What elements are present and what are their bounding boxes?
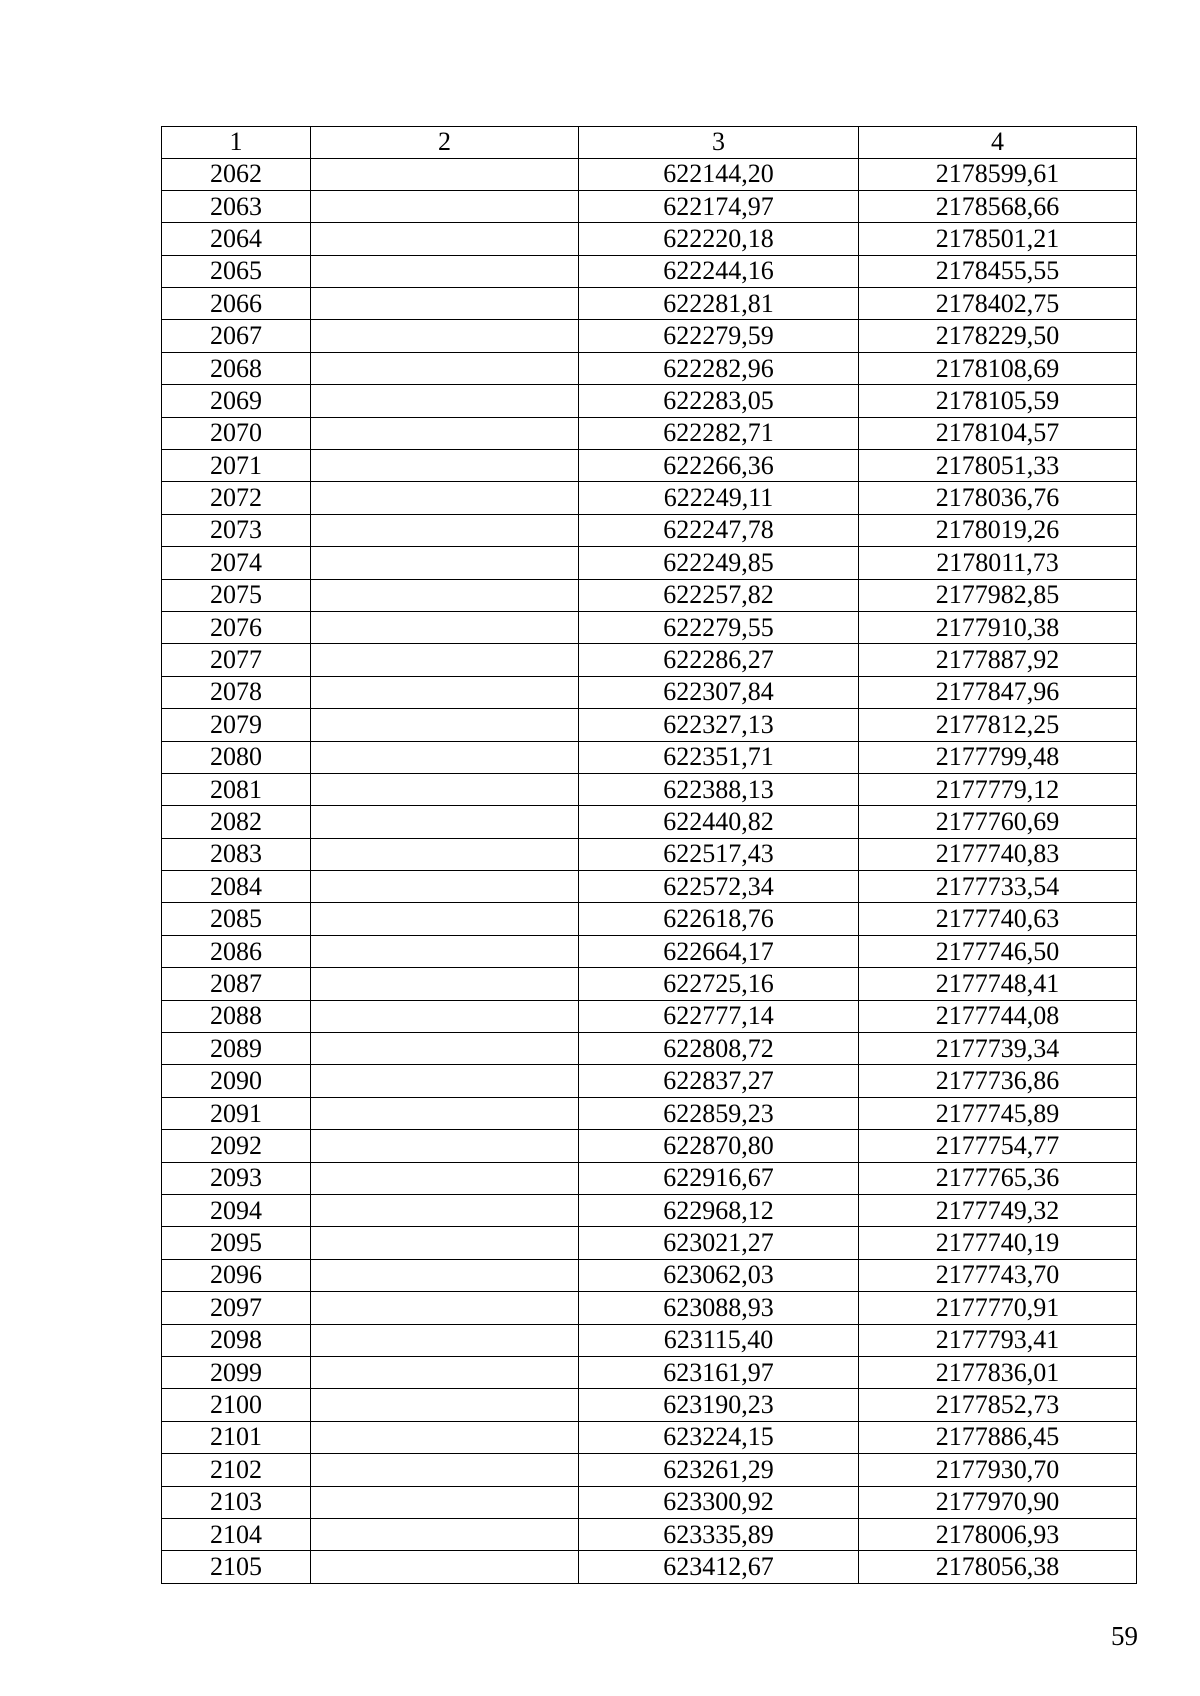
- table-row: [162, 190, 1137, 222]
- x-coordinate-cell: 622837,27: [579, 1065, 859, 1097]
- table-row: [162, 1195, 1137, 1227]
- y-coordinate-cell: 2177910,38: [859, 611, 1137, 643]
- point-number-cell: 2096: [162, 1259, 311, 1291]
- x-coordinate-cell: 622257,82: [579, 579, 859, 611]
- table-header-row: [162, 127, 1137, 159]
- table-row: [162, 644, 1137, 676]
- table-row: [162, 871, 1137, 903]
- table-row: [162, 903, 1137, 935]
- description-cell: [311, 514, 579, 546]
- y-coordinate-cell: 2177982,85: [859, 579, 1137, 611]
- x-coordinate-cell: 623300,92: [579, 1486, 859, 1518]
- point-number-cell: 2102: [162, 1454, 311, 1486]
- x-coordinate-cell: 622916,67: [579, 1162, 859, 1194]
- y-coordinate-cell: 2178036,76: [859, 482, 1137, 514]
- x-coordinate-cell: 623161,97: [579, 1356, 859, 1388]
- y-coordinate-cell: 2177740,83: [859, 838, 1137, 870]
- description-cell: [311, 773, 579, 805]
- x-coordinate-cell: 623062,03: [579, 1259, 859, 1291]
- description-cell: [311, 352, 579, 384]
- point-number-cell: 2064: [162, 223, 311, 255]
- table-row: [162, 1000, 1137, 1032]
- y-coordinate-cell: 2177749,32: [859, 1195, 1137, 1227]
- table-row: [162, 223, 1137, 255]
- point-number-cell: 2082: [162, 806, 311, 838]
- table-row: [162, 806, 1137, 838]
- column-header-1: 1: [162, 127, 311, 159]
- x-coordinate-cell: 623190,23: [579, 1389, 859, 1421]
- table-row: [162, 255, 1137, 287]
- y-coordinate-cell: 2177739,34: [859, 1033, 1137, 1065]
- table-row: [162, 968, 1137, 1000]
- description-cell: [311, 709, 579, 741]
- description-cell: [311, 838, 579, 870]
- description-cell: [311, 1421, 579, 1453]
- description-cell: [311, 1227, 579, 1259]
- description-cell: [311, 450, 579, 482]
- description-cell: [311, 547, 579, 579]
- y-coordinate-cell: 2177812,25: [859, 709, 1137, 741]
- point-number-cell: 2105: [162, 1551, 311, 1583]
- description-cell: [311, 1000, 579, 1032]
- y-coordinate-cell: 2177760,69: [859, 806, 1137, 838]
- y-coordinate-cell: 2177770,91: [859, 1292, 1137, 1324]
- x-coordinate-cell: 622283,05: [579, 385, 859, 417]
- point-number-cell: 2095: [162, 1227, 311, 1259]
- y-coordinate-cell: 2177746,50: [859, 935, 1137, 967]
- y-coordinate-cell: 2177743,70: [859, 1259, 1137, 1291]
- x-coordinate-cell: 622572,34: [579, 871, 859, 903]
- table-row: [162, 1356, 1137, 1388]
- column-header-3: 3: [579, 127, 859, 159]
- table-row: [162, 1486, 1137, 1518]
- y-coordinate-cell: 2177779,12: [859, 773, 1137, 805]
- x-coordinate-cell: 622247,78: [579, 514, 859, 546]
- y-coordinate-cell: 2177930,70: [859, 1454, 1137, 1486]
- description-cell: [311, 1389, 579, 1421]
- point-number-cell: 2075: [162, 579, 311, 611]
- table-row: [162, 1292, 1137, 1324]
- description-cell: [311, 579, 579, 611]
- description-cell: [311, 1259, 579, 1291]
- y-coordinate-cell: 2178599,61: [859, 158, 1137, 190]
- table-row: [162, 1227, 1137, 1259]
- y-coordinate-cell: 2178568,66: [859, 190, 1137, 222]
- y-coordinate-cell: 2177852,73: [859, 1389, 1137, 1421]
- y-coordinate-cell: 2177836,01: [859, 1356, 1137, 1388]
- y-coordinate-cell: 2178501,21: [859, 223, 1137, 255]
- table-row: [162, 352, 1137, 384]
- description-cell: [311, 1130, 579, 1162]
- x-coordinate-cell: 622351,71: [579, 741, 859, 773]
- x-coordinate-cell: 623335,89: [579, 1518, 859, 1550]
- x-coordinate-cell: 622286,27: [579, 644, 859, 676]
- x-coordinate-cell: 622220,18: [579, 223, 859, 255]
- x-coordinate-cell: 622279,59: [579, 320, 859, 352]
- y-coordinate-cell: 2178019,26: [859, 514, 1137, 546]
- x-coordinate-cell: 622144,20: [579, 158, 859, 190]
- table-row: [162, 320, 1137, 352]
- table-row: [162, 1454, 1137, 1486]
- page-number: 59: [1111, 1621, 1138, 1651]
- x-coordinate-cell: 622517,43: [579, 838, 859, 870]
- description-cell: [311, 1551, 579, 1583]
- description-cell: [311, 1065, 579, 1097]
- table-row: [162, 1389, 1137, 1421]
- description-cell: [311, 935, 579, 967]
- point-number-cell: 2094: [162, 1195, 311, 1227]
- point-number-cell: 2077: [162, 644, 311, 676]
- point-number-cell: 2089: [162, 1033, 311, 1065]
- table-row: [162, 450, 1137, 482]
- description-cell: [311, 1033, 579, 1065]
- table-row: [162, 158, 1137, 190]
- description-cell: [311, 1195, 579, 1227]
- table-row: [162, 1033, 1137, 1065]
- point-number-cell: 2079: [162, 709, 311, 741]
- table-row: [162, 676, 1137, 708]
- point-number-cell: 2093: [162, 1162, 311, 1194]
- point-number-cell: 2085: [162, 903, 311, 935]
- table-row: [162, 385, 1137, 417]
- y-coordinate-cell: 2178229,50: [859, 320, 1137, 352]
- y-coordinate-cell: 2177799,48: [859, 741, 1137, 773]
- y-coordinate-cell: 2177740,63: [859, 903, 1137, 935]
- x-coordinate-cell: 622968,12: [579, 1195, 859, 1227]
- point-number-cell: 2076: [162, 611, 311, 643]
- point-number-cell: 2063: [162, 190, 311, 222]
- table-row: [162, 741, 1137, 773]
- y-coordinate-cell: 2178056,38: [859, 1551, 1137, 1583]
- y-coordinate-cell: 2177765,36: [859, 1162, 1137, 1194]
- x-coordinate-cell: 622618,76: [579, 903, 859, 935]
- y-coordinate-cell: 2177970,90: [859, 1486, 1137, 1518]
- x-coordinate-cell: 622664,17: [579, 935, 859, 967]
- point-number-cell: 2069: [162, 385, 311, 417]
- point-number-cell: 2087: [162, 968, 311, 1000]
- table-row: [162, 288, 1137, 320]
- table-row: [162, 709, 1137, 741]
- y-coordinate-cell: 2177847,96: [859, 676, 1137, 708]
- x-coordinate-cell: 622327,13: [579, 709, 859, 741]
- description-cell: [311, 741, 579, 773]
- description-cell: [311, 288, 579, 320]
- point-number-cell: 2068: [162, 352, 311, 384]
- description-cell: [311, 903, 579, 935]
- description-cell: [311, 158, 579, 190]
- point-number-cell: 2099: [162, 1356, 311, 1388]
- description-cell: [311, 806, 579, 838]
- description-cell: [311, 1324, 579, 1356]
- table-row: [162, 1324, 1137, 1356]
- x-coordinate-cell: 623224,15: [579, 1421, 859, 1453]
- description-cell: [311, 320, 579, 352]
- point-number-cell: 2074: [162, 547, 311, 579]
- description-cell: [311, 1097, 579, 1129]
- table-row: [162, 773, 1137, 805]
- y-coordinate-cell: 2178011,73: [859, 547, 1137, 579]
- x-coordinate-cell: 622725,16: [579, 968, 859, 1000]
- point-number-cell: 2101: [162, 1421, 311, 1453]
- description-cell: [311, 385, 579, 417]
- y-coordinate-cell: 2177736,86: [859, 1065, 1137, 1097]
- description-cell: [311, 1454, 579, 1486]
- point-number-cell: 2062: [162, 158, 311, 190]
- y-coordinate-cell: 2178402,75: [859, 288, 1137, 320]
- table-row: [162, 417, 1137, 449]
- x-coordinate-cell: 623412,67: [579, 1551, 859, 1583]
- point-number-cell: 2098: [162, 1324, 311, 1356]
- x-coordinate-cell: 623021,27: [579, 1227, 859, 1259]
- point-number-cell: 2078: [162, 676, 311, 708]
- table-row: [162, 1421, 1137, 1453]
- point-number-cell: 2070: [162, 417, 311, 449]
- y-coordinate-cell: 2178108,69: [859, 352, 1137, 384]
- point-number-cell: 2088: [162, 1000, 311, 1032]
- table-row: [162, 514, 1137, 546]
- table-row: [162, 579, 1137, 611]
- table-row: [162, 838, 1137, 870]
- table-row: [162, 1065, 1137, 1097]
- description-cell: [311, 1518, 579, 1550]
- y-coordinate-cell: 2177740,19: [859, 1227, 1137, 1259]
- description-cell: [311, 968, 579, 1000]
- y-coordinate-cell: 2177748,41: [859, 968, 1137, 1000]
- point-number-cell: 2071: [162, 450, 311, 482]
- description-cell: [311, 644, 579, 676]
- x-coordinate-cell: 622282,71: [579, 417, 859, 449]
- description-cell: [311, 190, 579, 222]
- x-coordinate-cell: 622266,36: [579, 450, 859, 482]
- point-number-cell: 2084: [162, 871, 311, 903]
- description-cell: [311, 417, 579, 449]
- x-coordinate-cell: 622279,55: [579, 611, 859, 643]
- y-coordinate-cell: 2178105,59: [859, 385, 1137, 417]
- point-number-cell: 2083: [162, 838, 311, 870]
- point-number-cell: 2103: [162, 1486, 311, 1518]
- point-number-cell: 2067: [162, 320, 311, 352]
- description-cell: [311, 223, 579, 255]
- x-coordinate-cell: 622244,16: [579, 255, 859, 287]
- y-coordinate-cell: 2177793,41: [859, 1324, 1137, 1356]
- description-cell: [311, 1486, 579, 1518]
- point-number-cell: 2091: [162, 1097, 311, 1129]
- x-coordinate-cell: 622870,80: [579, 1130, 859, 1162]
- point-number-cell: 2097: [162, 1292, 311, 1324]
- x-coordinate-cell: 623261,29: [579, 1454, 859, 1486]
- x-coordinate-cell: 623115,40: [579, 1324, 859, 1356]
- description-cell: [311, 676, 579, 708]
- table-row: [162, 1162, 1137, 1194]
- point-number-cell: 2065: [162, 255, 311, 287]
- point-number-cell: 2081: [162, 773, 311, 805]
- point-number-cell: 2066: [162, 288, 311, 320]
- point-number-cell: 2086: [162, 935, 311, 967]
- point-number-cell: 2072: [162, 482, 311, 514]
- x-coordinate-cell: 622859,23: [579, 1097, 859, 1129]
- point-number-cell: 2073: [162, 514, 311, 546]
- x-coordinate-cell: 622307,84: [579, 676, 859, 708]
- x-coordinate-cell: 622174,97: [579, 190, 859, 222]
- point-number-cell: 2100: [162, 1389, 311, 1421]
- point-number-cell: 2080: [162, 741, 311, 773]
- coordinates-table: [161, 126, 1137, 1584]
- table-row: [162, 547, 1137, 579]
- y-coordinate-cell: 2178006,93: [859, 1518, 1137, 1550]
- description-cell: [311, 871, 579, 903]
- y-coordinate-cell: 2178051,33: [859, 450, 1137, 482]
- table-row: [162, 935, 1137, 967]
- y-coordinate-cell: 2178455,55: [859, 255, 1137, 287]
- x-coordinate-cell: 622777,14: [579, 1000, 859, 1032]
- description-cell: [311, 1356, 579, 1388]
- description-cell: [311, 611, 579, 643]
- y-coordinate-cell: 2177886,45: [859, 1421, 1137, 1453]
- table-body: [162, 127, 1137, 1584]
- y-coordinate-cell: 2177744,08: [859, 1000, 1137, 1032]
- y-coordinate-cell: 2178104,57: [859, 417, 1137, 449]
- x-coordinate-cell: 622282,96: [579, 352, 859, 384]
- table-row: [162, 1259, 1137, 1291]
- column-header-4: 4: [859, 127, 1137, 159]
- y-coordinate-cell: 2177745,89: [859, 1097, 1137, 1129]
- x-coordinate-cell: 622249,85: [579, 547, 859, 579]
- y-coordinate-cell: 2177733,54: [859, 871, 1137, 903]
- x-coordinate-cell: 622249,11: [579, 482, 859, 514]
- x-coordinate-cell: 622808,72: [579, 1033, 859, 1065]
- description-cell: [311, 1162, 579, 1194]
- x-coordinate-cell: 622281,81: [579, 288, 859, 320]
- description-cell: [311, 255, 579, 287]
- table-row: [162, 1518, 1137, 1550]
- point-number-cell: 2090: [162, 1065, 311, 1097]
- table-row: [162, 1551, 1137, 1583]
- x-coordinate-cell: 623088,93: [579, 1292, 859, 1324]
- x-coordinate-cell: 622388,13: [579, 773, 859, 805]
- point-number-cell: 2104: [162, 1518, 311, 1550]
- table-row: [162, 1130, 1137, 1162]
- table-row: [162, 1097, 1137, 1129]
- point-number-cell: 2092: [162, 1130, 311, 1162]
- description-cell: [311, 1292, 579, 1324]
- description-cell: [311, 482, 579, 514]
- table-row: [162, 482, 1137, 514]
- y-coordinate-cell: 2177887,92: [859, 644, 1137, 676]
- x-coordinate-cell: 622440,82: [579, 806, 859, 838]
- column-header-2: 2: [311, 127, 579, 159]
- y-coordinate-cell: 2177754,77: [859, 1130, 1137, 1162]
- table-row: [162, 611, 1137, 643]
